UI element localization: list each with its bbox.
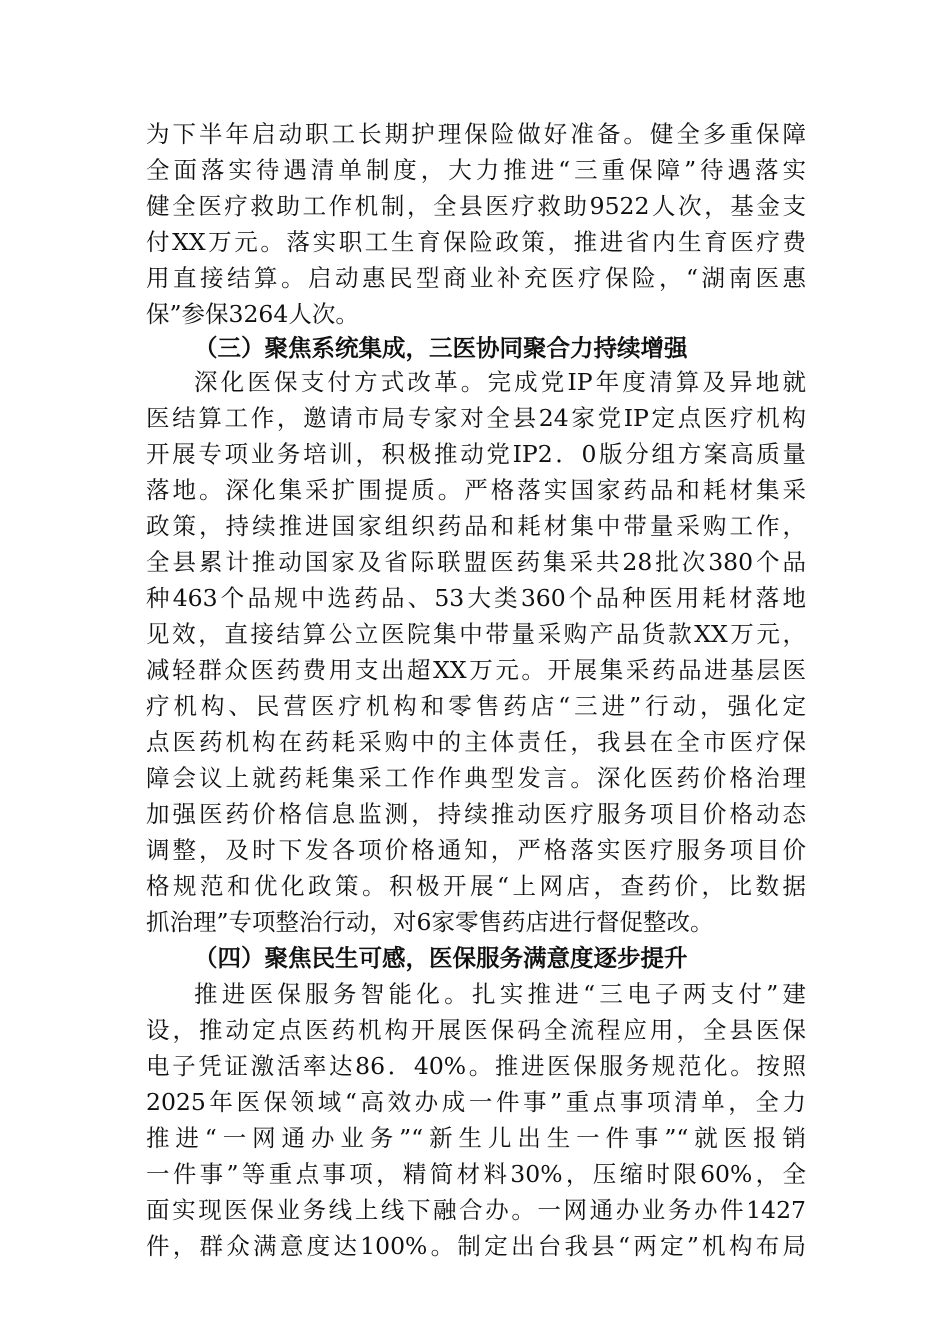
paragraph-line: 用直接结算。启动惠民型商业补充医疗保险，“湖南医惠 [146,264,806,292]
paragraph-line: 保”参保3264人次。 [146,300,359,328]
paragraph-line: 为下半年启动职工长期护理保险做好准备。健全多重保障 [146,120,806,148]
section-heading-3: （三）聚焦系统集成，三医协同聚合力持续增强 [194,334,688,362]
paragraph-line: 医结算工作，邀请市局专家对全县24家党IP定点医疗机构 [146,404,806,432]
paragraph-line: 障会议上就药耗集采工作作典型发言。深化医药价格治理 [146,764,806,792]
paragraph-line: 全面落实待遇清单制度，大力推进“三重保障”待遇落实 [146,156,806,184]
paragraph-line: 面实现医保业务线上线下融合办。一网通办业务办件1427 [146,1196,806,1224]
paragraph-line: 电子凭证激活率达86．40%。推进医保服务规范化。按照 [146,1052,806,1080]
paragraph-line: 调整，及时下发各项价格通知，严格落实医疗服务项目价 [146,836,806,864]
paragraph-line: 2025年医保领域“高效办成一件事”重点事项清单，全力 [146,1088,806,1116]
paragraph-line: 深化医保支付方式改革。完成党IP年度清算及异地就 [194,368,806,396]
paragraph-line: 见效，直接结算公立医院集中带量采购产品货款XX万元， [146,620,806,648]
paragraph-line: 件，群众满意度达100%。制定出台我县“两定”机构布局 [146,1232,806,1260]
paragraph-line: 政策，持续推进国家组织药品和耗材集中带量采购工作， [146,512,806,540]
paragraph-line: 设，推动定点医药机构开展医保码全流程应用，全县医保 [146,1016,806,1044]
paragraph-line: 抓治理”专项整治行动，对6家零售药店进行督促整改。 [146,908,714,936]
paragraph-line: 疗机构、民营医疗机构和零售药店“三进”行动，强化定 [146,692,806,720]
paragraph-line: 种463个品规中选药品、53大类360个品种医用耗材落地 [146,584,806,612]
paragraph-line: 减轻群众医药费用支出超XX万元。开展集采药品进基层医 [146,656,806,684]
paragraph-line: 推进“一网通办业务”“新生儿出生一件事”“就医报销 [146,1124,806,1152]
paragraph-line: 付XX万元。落实职工生育保险政策，推进省内生育医疗费 [146,228,806,256]
paragraph-line: 开展专项业务培训，积极推动党IP2．0版分组方案高质量 [146,440,806,468]
paragraph-line: 健全医疗救助工作机制，全县医疗救助9522人次，基金支 [146,192,806,220]
section-heading-4: （四）聚焦民生可感，医保服务满意度逐步提升 [194,944,688,972]
paragraph-line: 推进医保服务智能化。扎实推进“三电子两支付”建 [194,980,806,1008]
paragraph-line: 一件事”等重点事项，精简材料30%，压缩时限60%，全 [146,1160,806,1188]
paragraph-line: 全县累计推动国家及省际联盟医药集采共28批次380个品 [146,548,806,576]
paragraph-line: 点医药机构在药耗采购中的主体责任，我县在全市医疗保 [146,728,806,756]
paragraph-line: 落地。深化集采扩围提质。严格落实国家药品和耗材集采 [146,476,806,504]
paragraph-line: 加强医药价格信息监测，持续推动医疗服务项目价格动态 [146,800,806,828]
paragraph-line: 格规范和优化政策。积极开展“上网店，查药价，比数据 [146,872,806,900]
